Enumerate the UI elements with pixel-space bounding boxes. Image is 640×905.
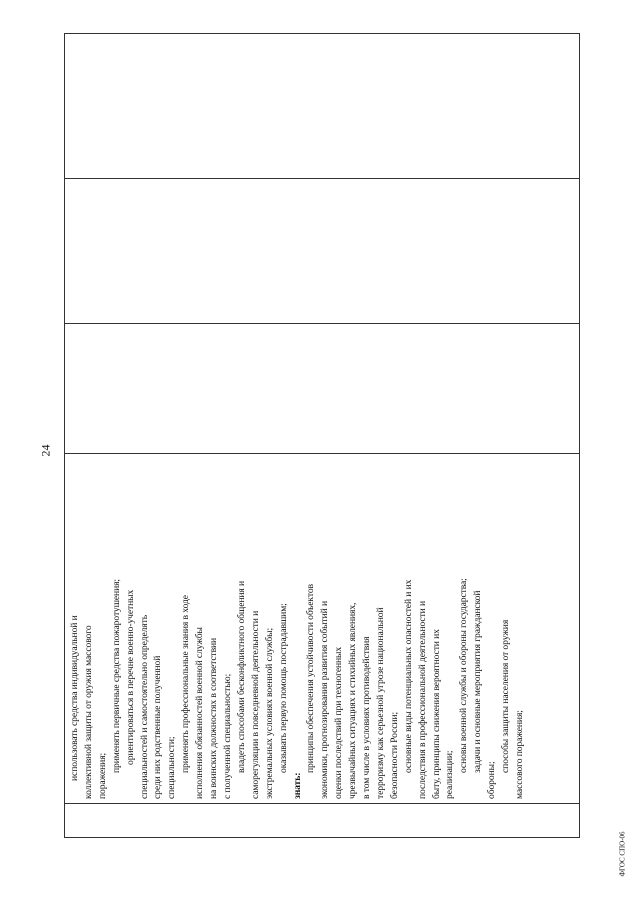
page-number: 24 [38,444,53,457]
section-label-know: знать: [291,772,303,799]
text-line: быту, принципы снижения вероятности их [430,629,442,799]
text-line: специальности; [166,736,178,799]
table-column-competencies [64,453,580,803]
table-column-5 [64,33,580,178]
text-line: применять профессиональные знания в ходе [180,595,192,773]
text-line: использовать средства индивидуальной и [69,615,80,781]
text-line: специальностей и самостоятельно определять [138,615,150,799]
text-line: коллективной защиты от оружия массового [82,625,94,799]
text-line: принципы обеспечения устойчивости объектов [305,584,317,773]
competency-table [64,33,580,838]
text-line: саморегуляции в повседневной деятельности и [249,610,261,799]
text-line: реализации; [444,750,456,799]
text-line: оказывать первую помощь пострадавшим; [277,603,289,773]
text-line: с полученной специальностью; [221,673,233,799]
text-line: основные виды потенциальных опасностей и их [402,579,414,773]
text-line: оценки последствий при техногенных [333,646,345,799]
table-column-index [64,803,580,838]
text-line: экономики, прогнозирования развития событий и [319,600,331,799]
table-column-4 [64,178,580,323]
text-line: массового поражения; [514,710,525,799]
text-line: задачи и основные мероприятия гражданской [472,590,484,773]
text-line: владеть способами бесконфликтного общения и [235,580,247,773]
text-line: исполнения обязанностей военной службы [194,627,206,799]
text-line: поражения; [96,752,108,799]
text-line: среди них родственные полученной [152,655,164,799]
text-line: последствия в профессиональной деятельности и [416,600,428,799]
document-code: ФГОС СПО-06 [618,831,627,877]
text-line: безопасности России; [388,711,400,799]
table-column-3 [64,323,580,453]
text-line: способы защиты населения от оружия [500,619,512,773]
text-line: обороны; [486,761,498,799]
text-line: ориентироваться в перечне военно-учетных [124,589,136,765]
text-line: терроризму как серьезной угрозе национальной [374,607,386,799]
text-line: в том числе в условиях противодействия [361,636,373,799]
text-line: экстремальных условиях военной службы; [263,627,275,799]
text-line: применять первичные средства пожаротушения; [110,578,122,773]
text-line: на воинских должностях в соответствии [208,637,220,799]
text-line: основы военной службы и обороны государства; [458,578,470,773]
text-line: чрезвычайных ситуациях и стихийных явлениях, [347,602,359,799]
